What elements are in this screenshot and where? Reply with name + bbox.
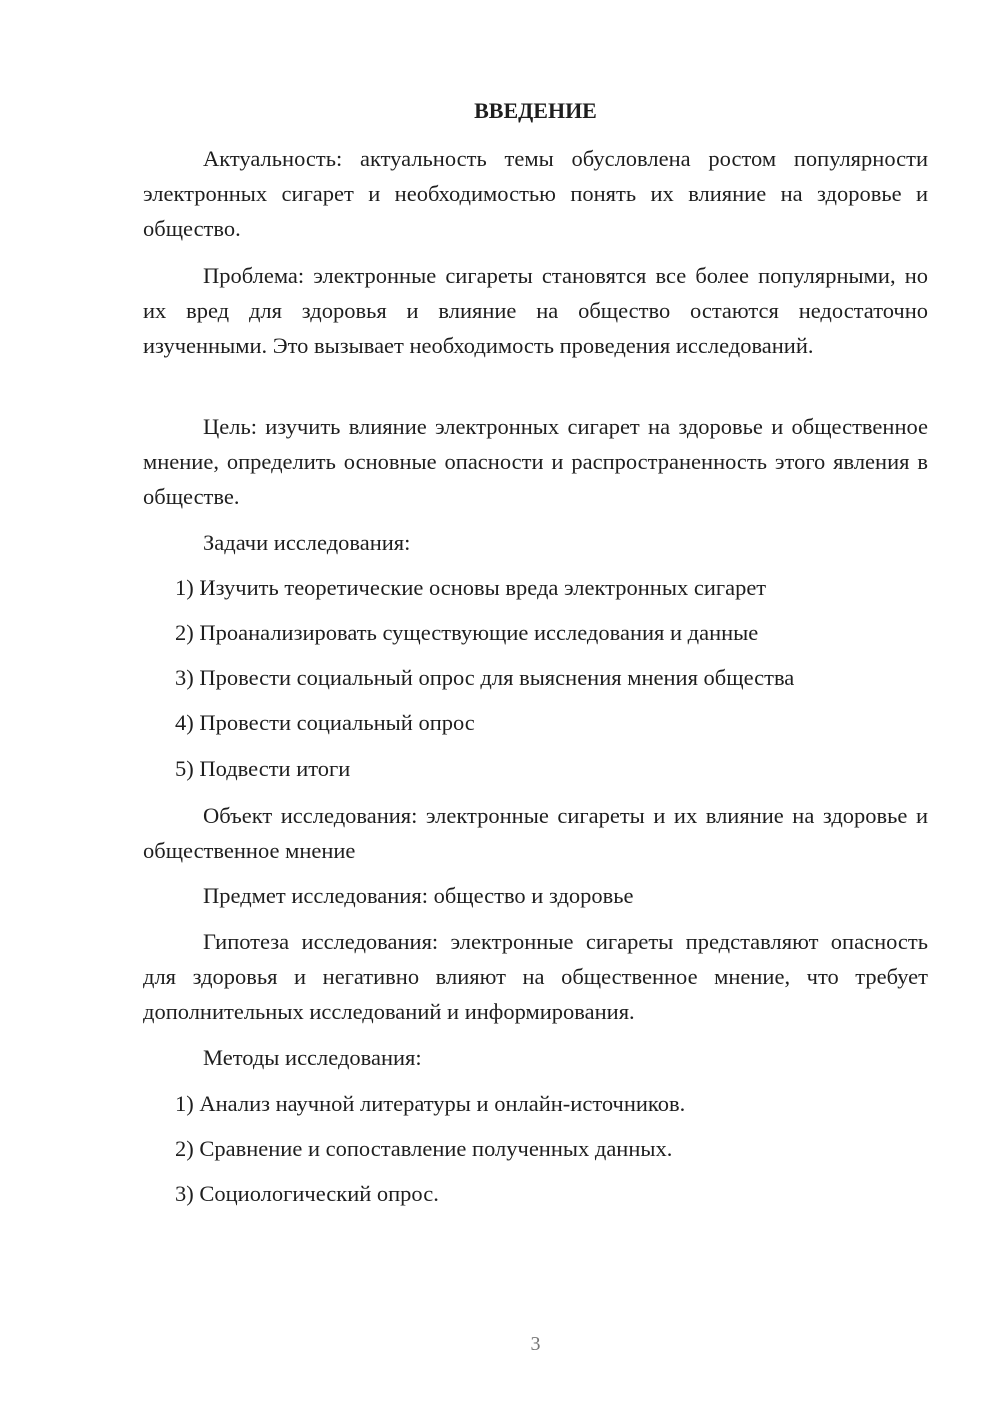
page-title: ВВЕДЕНИЕ (474, 98, 597, 123)
paragraph-subject: Предмет исследования: общество и здоровье (203, 883, 634, 908)
task-item: 4) Провести социальный опрос (175, 710, 475, 735)
methods-heading: Методы исследования: (203, 1045, 422, 1070)
page-number: 3 (530, 1333, 541, 1355)
task-item: 3) Провести социальный опрос для выяснения мнения общества (175, 665, 795, 690)
document-page (143, 0, 928, 1414)
method-item: 3) Социологический опрос. (175, 1181, 439, 1206)
paragraph-hypothesis: Гипотеза исследования: электронные сигареты представляют опасность для здоровья и негативно влияют на общественное мнение, что требует дополнительных исследований и информирования. (143, 929, 928, 1024)
method-item: 2) Сравнение и сопоставление полученных данных. (175, 1136, 673, 1161)
paragraph-problem: Проблема: электронные сигареты становятся все более популярными, но их вред для здоровья и влияние на общество остаются недостаточно изученными. Это вызывает необходимость проведения исследований. (143, 263, 928, 358)
paragraph-goal: Цель: изучить влияние электронных сигарет на здоровье и общественное мнение, определить основные опасности и распространенность этого явления в обществе. (143, 414, 928, 509)
task-item: 2) Проанализировать существующие исследования и данные (175, 620, 759, 645)
task-item: 1) Изучить теоретические основы вреда электронных сигарет (175, 575, 767, 600)
tasks-heading: Задачи исследования: (203, 530, 411, 555)
paragraph-relevance: Актуальность: актуальность темы обусловлена ростом популярности электронных сигарет и необходимостью понять их влияние на здоровье и общество. (143, 146, 928, 241)
task-item: 5) Подвести итоги (175, 756, 351, 781)
paragraph-object: Объект исследования: электронные сигареты и их влияние на здоровье и общественное мнение (143, 803, 928, 863)
method-item: 1) Анализ научной литературы и онлайн-источников. (175, 1091, 686, 1116)
